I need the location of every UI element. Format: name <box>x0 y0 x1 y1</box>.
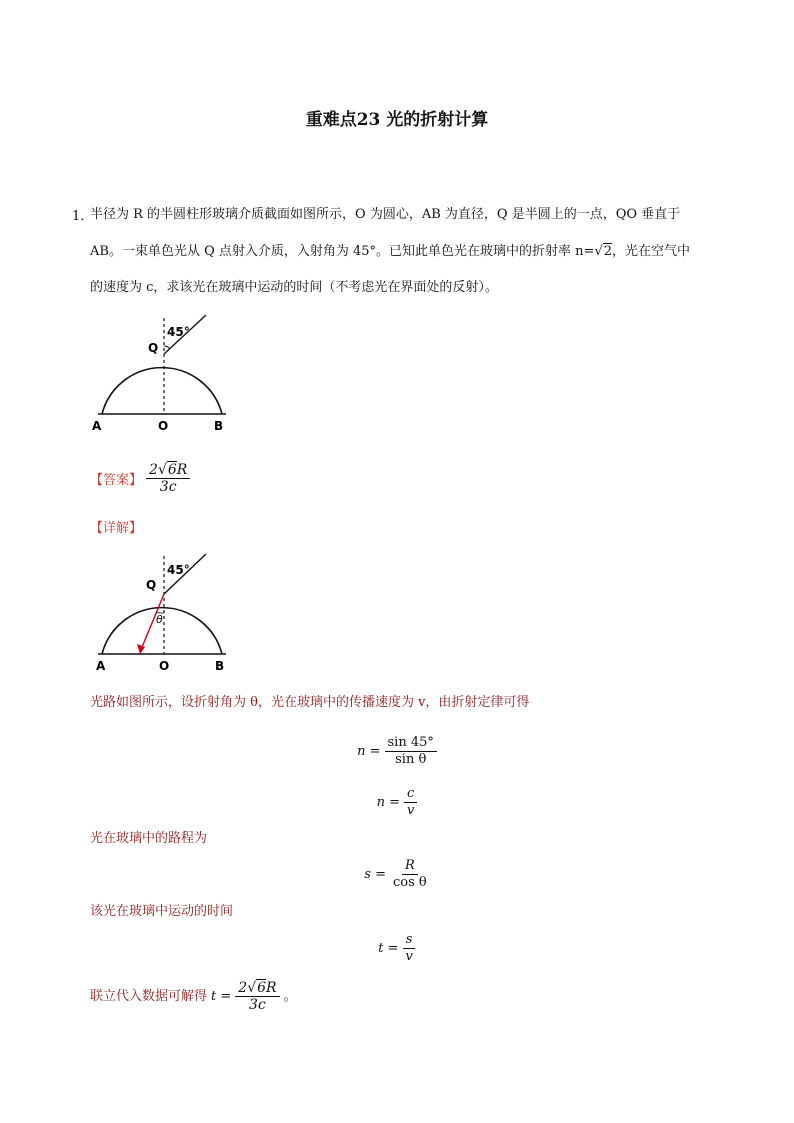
sqrt-radicand: 2 <box>603 244 613 259</box>
label-a: A <box>96 659 106 673</box>
eq4-numerator: s <box>403 932 416 949</box>
answer-num-var: R <box>176 462 188 478</box>
eq2-denominator: v <box>407 803 415 818</box>
label-q: Q <box>146 578 157 592</box>
answer-numerator: 2√6R <box>146 462 190 479</box>
equation-2 <box>0 786 794 819</box>
p4-num-radicand: 6 <box>257 980 267 996</box>
label-a: A <box>92 419 102 433</box>
detail-paragraph-3: 该光在玻璃中运动的时间 <box>90 904 234 919</box>
label-o: O <box>159 659 170 673</box>
answer-fraction <box>146 462 190 495</box>
label-45: 45° <box>167 563 190 577</box>
question-line-2-tail: ，光在空气中 <box>612 244 691 259</box>
label-o: O <box>158 419 169 433</box>
question-line-2-text: AB。一束单色光从 Q 点射入介质，入射角为 45°。已知此单色光在玻璃中的折射率 n= <box>90 244 595 259</box>
answer-num-radicand: 6 <box>167 462 177 478</box>
detail-paragraph-1: 光路如图所示，设折射角为 θ，光在玻璃中的传播速度为 v，由折射定律可得 <box>90 695 530 710</box>
answer-num-coef: 2 <box>149 462 158 478</box>
eq3-denominator: cos θ <box>392 875 427 890</box>
eq1-numerator: sin 45° <box>385 735 437 752</box>
detail-tag: 【详解】 <box>90 521 143 536</box>
label-45: 45° <box>167 325 190 339</box>
p4-lhs: t = <box>211 988 232 1004</box>
question-line-2 <box>90 242 690 262</box>
eq2-lhs: n = <box>376 795 401 810</box>
detail-paragraph-4 <box>90 980 297 1013</box>
eq4-denominator: v <box>405 949 413 964</box>
p4-text: 联立代入数据可解得 <box>90 988 208 1004</box>
label-q: Q <box>148 341 159 355</box>
p4-denominator: 3c <box>249 997 266 1013</box>
p4-num-coef: 2 <box>238 980 248 996</box>
equation-3 <box>0 858 794 891</box>
p4-fraction <box>235 980 279 1013</box>
question-line-3: 的速度为 c，求该光在玻璃中运动的时间（不考虑光在界面处的反射）。 <box>90 280 498 295</box>
question-number: 1． <box>72 209 94 224</box>
label-theta: θ <box>156 613 163 626</box>
question-line-1: 半径为 R 的半圆柱形玻璃介质截面如图所示，O 为圆心，AB 为直径，Q 是半圆上的一点，QO 垂直于 <box>90 207 681 222</box>
label-b: B <box>214 419 224 433</box>
answer-denominator: 3c <box>159 479 177 495</box>
equation-1 <box>0 735 794 768</box>
eq1-denominator: sin θ <box>395 752 427 767</box>
eq3-numerator: R <box>402 858 418 875</box>
page-title: 重难点23 光的折射计算 <box>305 110 489 130</box>
detail-paragraph-2: 光在玻璃中的路程为 <box>90 831 208 846</box>
answer-block <box>90 462 190 495</box>
refraction-figure <box>88 550 238 675</box>
p4-num-var: R <box>266 980 277 996</box>
semicircle-figure <box>88 310 238 435</box>
p4-numerator: 2√6R <box>235 980 279 997</box>
eq1-lhs: n = <box>357 744 381 759</box>
p4-end: 。 <box>283 988 297 1004</box>
eq3-lhs: s = <box>364 867 386 882</box>
eq2-numerator: c <box>404 786 417 803</box>
sqrt-symbol: √ <box>594 244 603 259</box>
label-b: B <box>215 659 225 673</box>
equation-4 <box>0 932 794 965</box>
eq4-lhs: t = <box>378 941 399 956</box>
answer-tag: 【答案】 <box>90 473 143 488</box>
